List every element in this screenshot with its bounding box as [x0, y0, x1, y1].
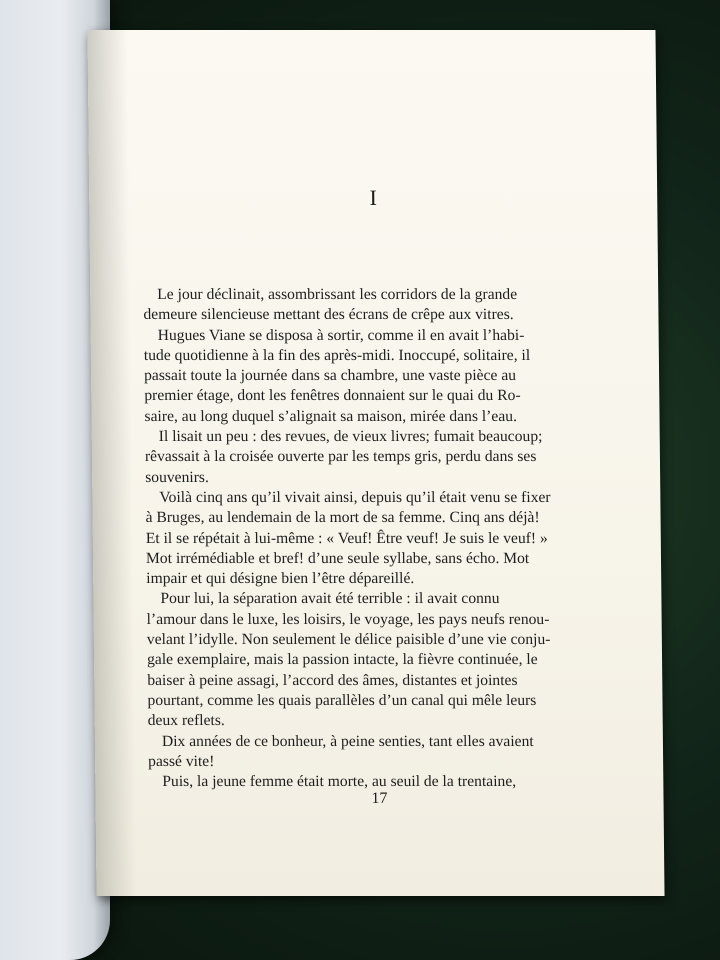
body-text	[143, 285, 610, 792]
text-line: Puis, la jeune femme était morte, au seuil de la trentaine,	[162, 773, 517, 791]
text-line: Pour lui, la séparation avait été terrible : il avait connu	[160, 590, 500, 608]
text-line: impair et qui désigne bien l’être dépareillé.	[146, 570, 415, 588]
text-line: baiser à peine assagi, l’accord des âmes, distantes et jointes	[147, 671, 518, 689]
text-line: gale exemplaire, mais la passion intacte, la fièvre continuée, le	[146, 651, 538, 669]
text-line: tude quotidienne à la fin des après-midi. Inoccupé, solitaire, il	[143, 346, 531, 364]
text-line: velant l’idylle. Non seulement le délice paisible d’une vie conju-	[146, 631, 551, 649]
gutter-shadow	[87, 30, 136, 896]
book-page	[87, 30, 664, 896]
text-line: passé vite!	[148, 752, 215, 770]
chapter-heading: I	[369, 185, 378, 210]
page-number: 17	[371, 790, 388, 807]
text-line: Mot irrémédiable et bref! d’une seule syllabe, sans écho. Mot	[145, 549, 530, 567]
text-line: à Bruges, au lendemain de la mort de sa femme. Cinq ans déjà!	[145, 509, 540, 527]
text-line: Voilà cinq ans qu’il vivait ainsi, depuis qu’il était venu se fixer	[159, 488, 551, 506]
text-line: rêvassait à la croisée ouverte par les temps gris, perdu dans ses	[144, 448, 537, 466]
text-line: Hugues Viane se disposa à sortir, comme il en avait l’habi-	[157, 326, 525, 344]
text-line: Il lisait un peu : des revues, de vieux livres; fumait beaucoup;	[158, 428, 543, 446]
text-line: premier étage, dont les fenêtres donnaient sur le quai du Ro-	[144, 387, 521, 405]
text-line: Le jour déclinait, assombrissant les corridors de la grande	[157, 286, 518, 303]
text-line: Dix années de ce bonheur, à peine senties, tant elles avaient	[161, 732, 534, 750]
text-line: l’amour dans le luxe, les loisirs, le voyage, les pays neufs renou-	[146, 610, 550, 628]
text-line: souvenirs.	[145, 468, 209, 486]
text-line: deux reflets.	[147, 712, 225, 730]
text-line: pourtant, comme les quais parallèles d’un canal qui mêle leurs	[147, 691, 537, 709]
text-line: saire, au long duquel s’alignait sa maison, mirée dans l’eau.	[144, 407, 518, 425]
text-line: passait toute la journée dans sa chambre, une vaste pièce au	[143, 367, 517, 385]
text-line: Et il se répétait à lui-même : « Veuf! Être veuf! Je suis le veuf! »	[145, 529, 548, 547]
text-line: demeure silencieuse mettant des écrans de crêpe aux vitres.	[143, 306, 514, 324]
